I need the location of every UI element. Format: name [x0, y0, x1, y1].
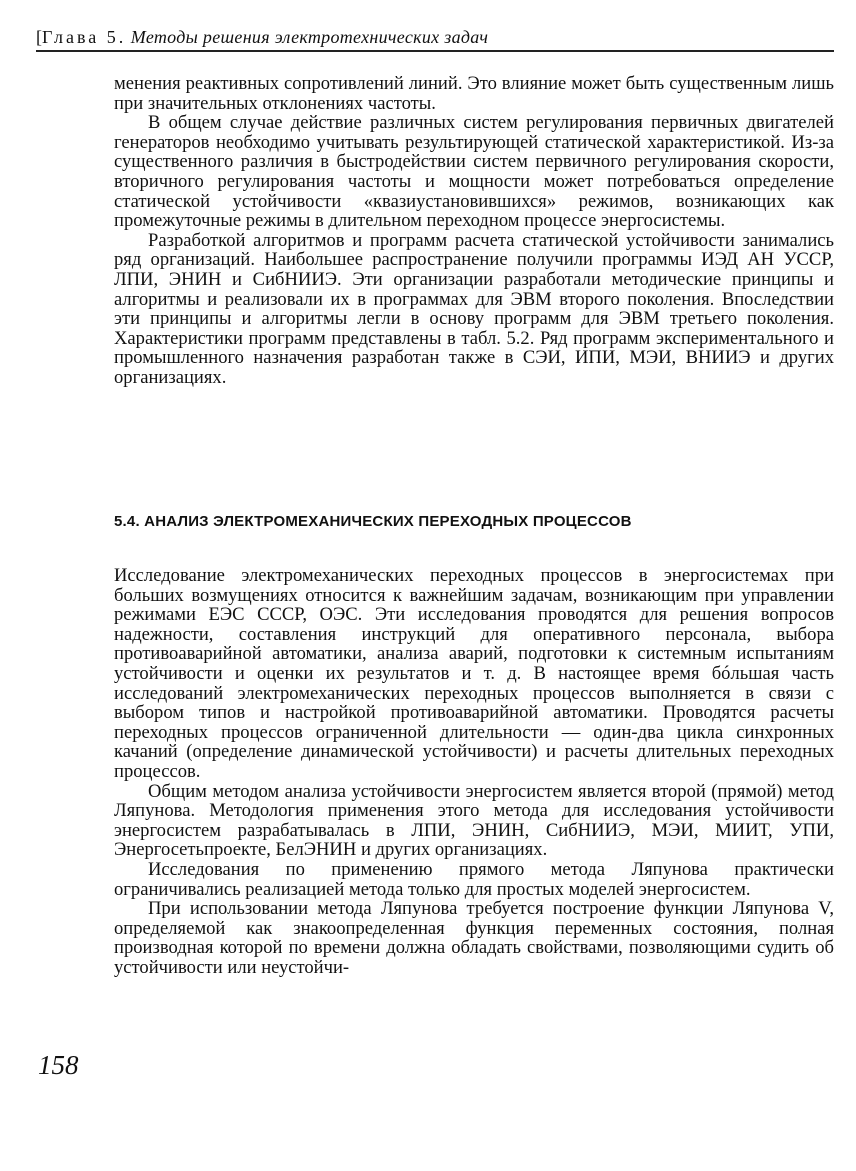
- section-text-block: [114, 566, 834, 977]
- paragraph-regulation: В общем случае действие различных систем регулирования первичных двигателей генераторов необходимо учитывать результирующей статической характеристикой. Из-за существенного различия в быстродействии систем первичного регулирования скорости, вторичного регулирования частоты и мощности может потребоваться определение статической устойчивости «квазиустановившихся» режимов, возникающих как промежуточные режимы в длительном переходном процессе энергосистемы.: [114, 112, 834, 232]
- paragraph-continuation: менения реактивных сопротивлений линий. Это влияние может быть существенным лишь при значительных отклонениях частоты.: [114, 73, 834, 114]
- paragraph-lyapunov-function: При использовании метода Ляпунова требуется построение функции Ляпунова V, определяемой как знакоопределенная функция переменных состояния, полная производная которой по времени должна обладать свойствами, позволяющими судить об устойчивости или неустойчи-: [114, 898, 834, 978]
- section-heading: 5.4. АНАЛИЗ ЭЛЕКТРОМЕХАНИЧЕСКИХ ПЕРЕХОДНЫХ ПРОЦЕССОВ: [114, 513, 632, 530]
- header-rule: [36, 50, 834, 52]
- paragraph-research: Исследование электромеханических переходных процессов в энергосистемах при больших возмущениях относится к важнейшим задачам, возникающим при управлении режимами ЕЭС СССР, ОЭС. Эти исследования проводятся для решения вопросов надежности, составления инструкций для оперативного персонала, выбора противоаварийной автоматики, анализа аварий, подготовки к системным испытаниям устойчивости и оценки их результатов и т. д. В настоящее время бóльшая часть исследований электромеханических переходных процессов выполняется в связи с выбором типов и настройкой противоаварийной автоматики. Проводятся расчеты переходных процессов ограниченной длительности — один-два цикла синхронных качаний (определение динамической устойчивости) и расчеты длительных переходных процессов.: [114, 565, 834, 782]
- header-chapter: Глава 5.: [42, 27, 127, 47]
- paragraph-programs: Разработкой алгоритмов и программ расчета статической устойчивости занимались ряд организаций. Наибольшее распространение получили программы ИЭД АН УССР, ЛПИ, ЭНИН и СибНИИЭ. Эти организации разработали методические принципы и алгоритмы и реализовали их в программах для ЭВМ второго поколения. Впоследствии эти принципы и алгоритмы легли в основу программ для ЭВМ третьего поколения. Характеристики программ представлены в табл. 5.2. Ряд программ экспериментального и промышленного назначения разработан также в СЭИ, ИПИ, МЭИ, ВНИИЭ и других организациях.: [114, 229, 834, 388]
- header-title: Методы решения электротехнических задач: [130, 27, 489, 47]
- paragraph-lyapunov-method: Общим методом анализа устойчивости энергосистем является второй (прямой) метод Ляпунова. Методология применения этого метода для исследования устойчивости энергосистем разрабатывалась в ЛПИ, ЭНИН, СибНИИЭ, МЭИ, МИИТ, УПИ, Энергосетьпроекте, БелЭНИН и других организациях.: [114, 780, 834, 861]
- running-header: [36, 26, 832, 48]
- page-number: 158: [38, 1050, 79, 1080]
- header-bracket: [: [36, 27, 42, 47]
- paragraph-direct-method: Исследования по применению прямого метода Ляпунова практически ограничивались реализацией метода только для простых моделей энергосистем.: [114, 858, 834, 900]
- top-text-block: [114, 74, 834, 388]
